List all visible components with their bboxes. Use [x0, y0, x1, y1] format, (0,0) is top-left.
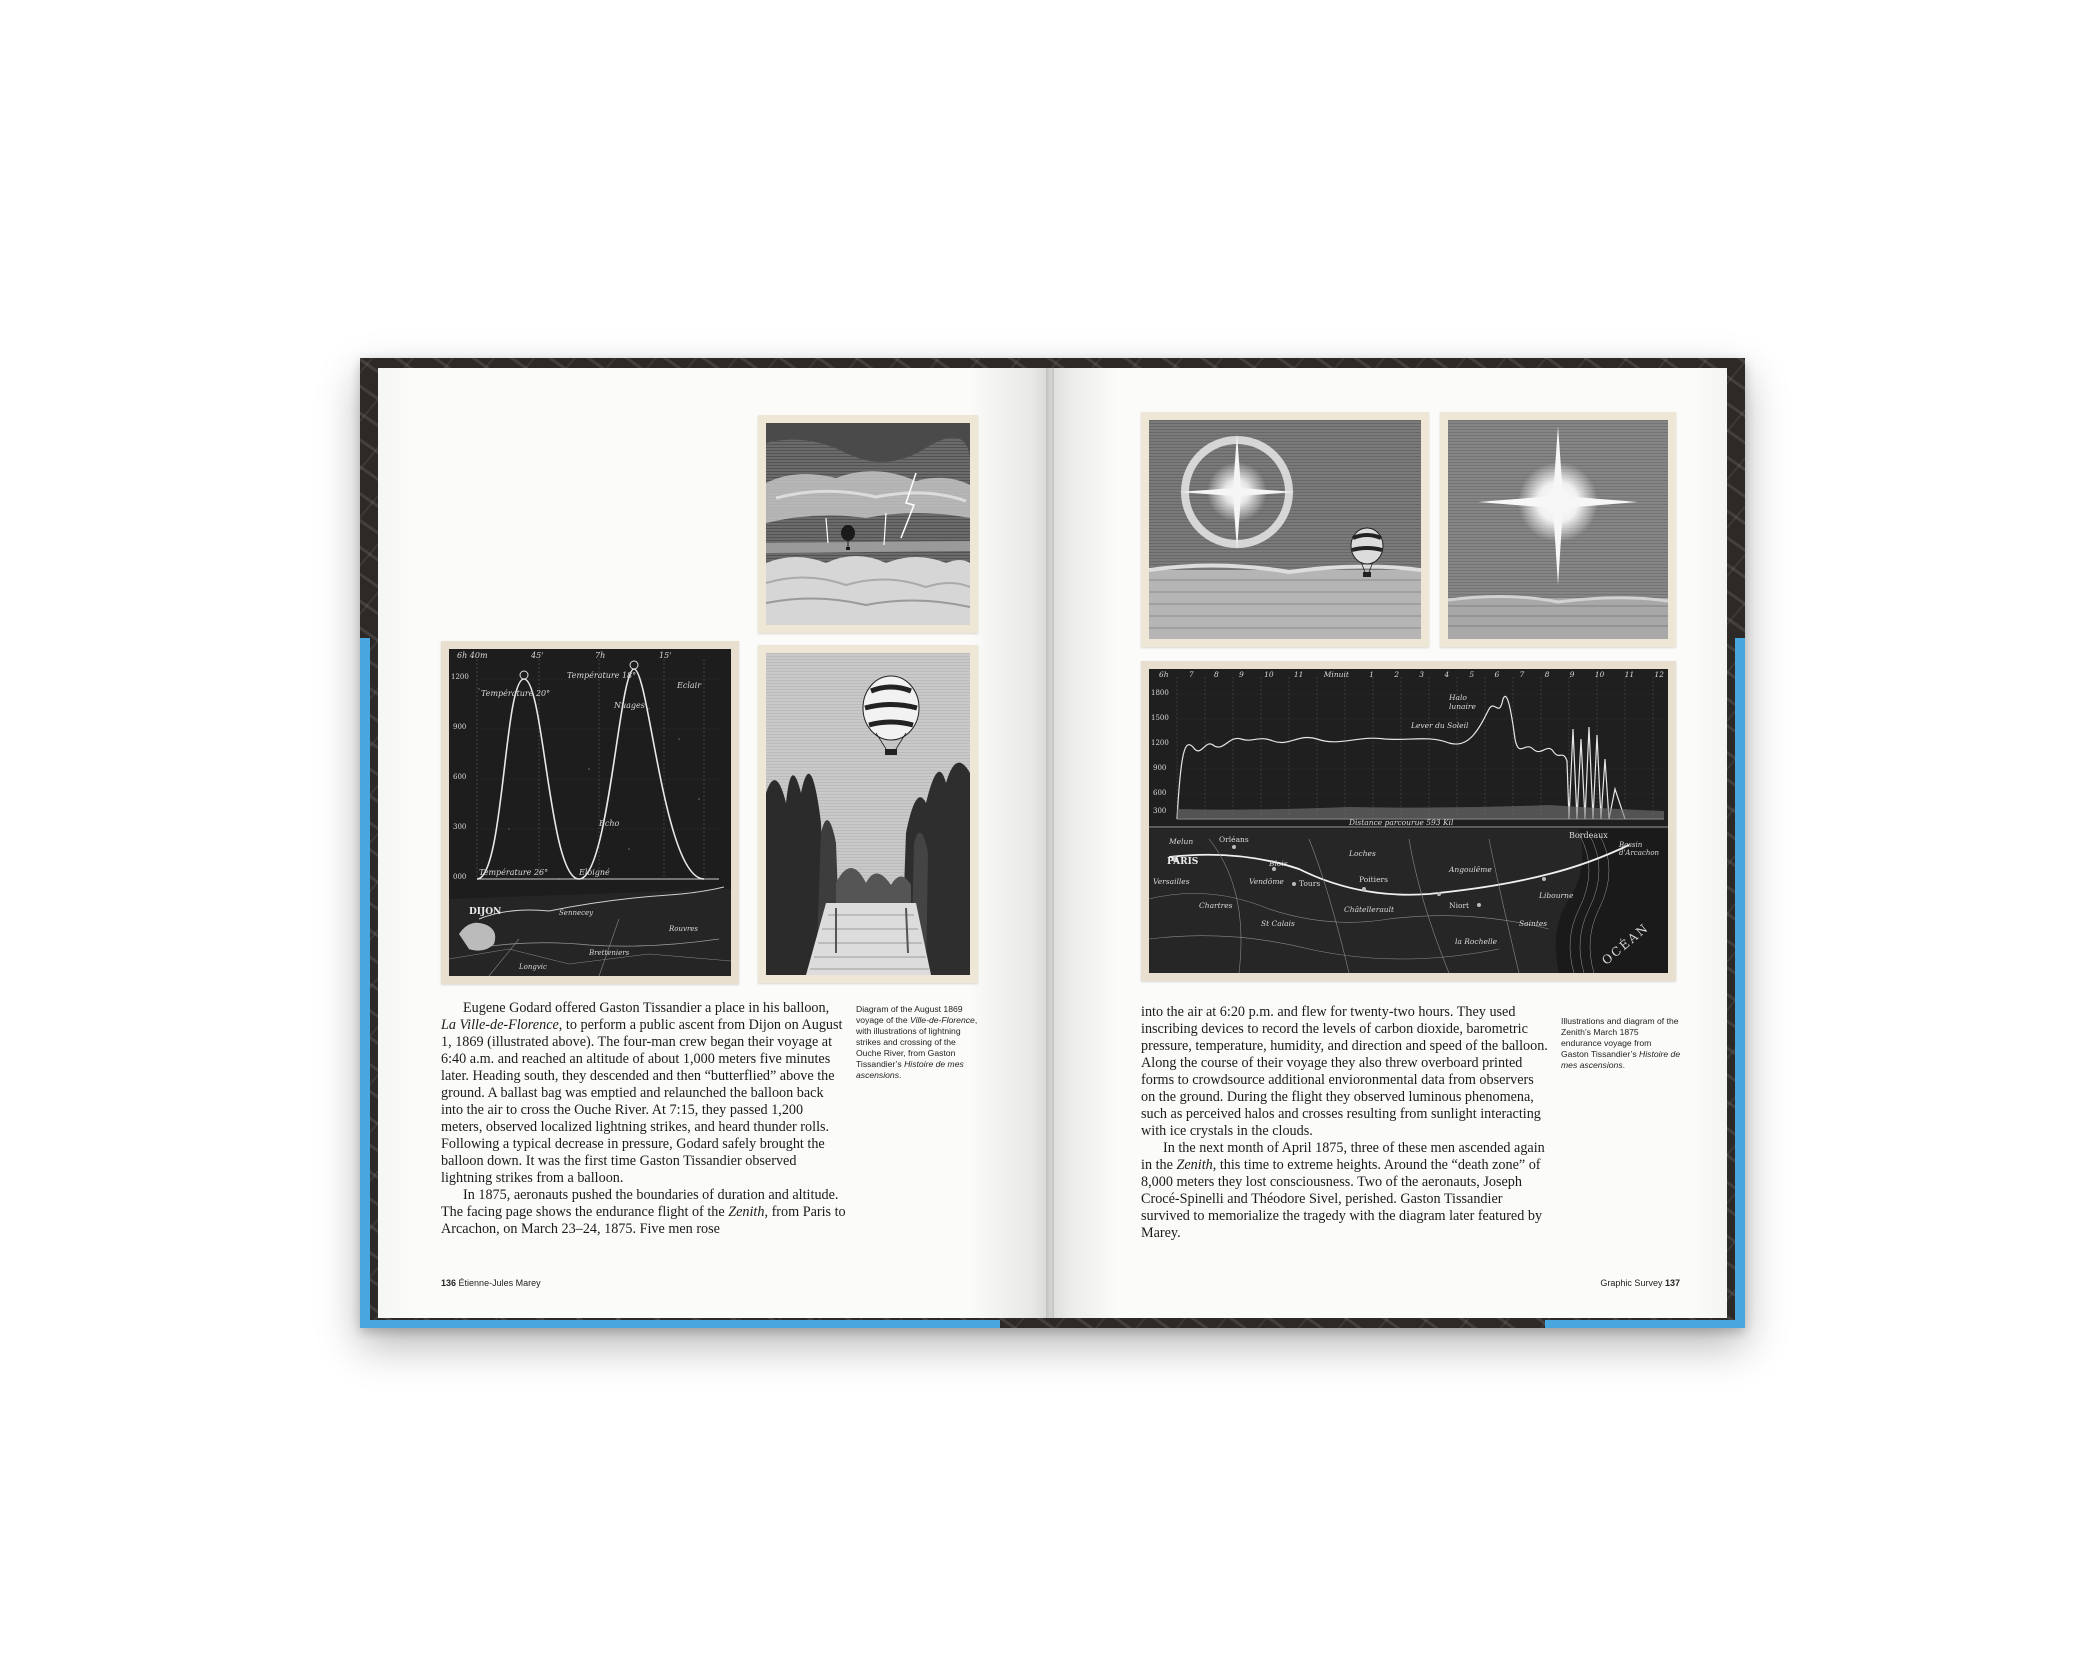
zenith-hour-axis	[1159, 670, 1664, 679]
chart-hour-label: 12	[1654, 670, 1664, 679]
italic-title: Zenith	[728, 1204, 765, 1220]
chart-altitude-label: 600	[453, 773, 467, 781]
map-label-libourne: Libourne	[1539, 891, 1574, 900]
chart-time-label: 45'	[531, 651, 544, 660]
map-label-stcalais: St Calais	[1261, 919, 1295, 928]
chart-annotation-echo: Echo	[599, 819, 620, 828]
left-folio	[441, 1278, 541, 1288]
map-label-brettenieres: Bretteniers	[589, 949, 630, 957]
chart-hour-label: 9	[1569, 670, 1575, 679]
caption-run: Illustrations and diagram of the Zenith’s March 1875 endurance voyage from Gaston Tissandier’s	[1561, 1016, 1679, 1059]
chart-altitude-label: 1500	[1151, 714, 1169, 722]
chart-hour-label: 6	[1494, 670, 1500, 679]
right-paragraph-2	[1141, 1140, 1551, 1242]
figure-balloon-river-engraving	[758, 645, 978, 983]
chart-hour-label: 3	[1419, 670, 1425, 679]
caption-italic: Histoire de mes ascensions	[856, 1059, 964, 1080]
figure-cross-engraving	[1440, 412, 1676, 647]
book-gutter	[1046, 368, 1054, 1318]
caption-run: .	[1622, 1060, 1626, 1070]
map-label-bassin: Bassin d'Arcachon	[1619, 841, 1660, 857]
right-figure-caption	[1561, 1016, 1681, 1071]
map-label-tours: Tours	[1299, 879, 1321, 888]
text-run: In 1875, aeronauts pushed the boundaries of duration and altitude. The facing page shows the endurance flight of the	[441, 1187, 839, 1220]
chart-hour-label: Minuit	[1323, 670, 1349, 679]
dijon-diagram-art	[449, 649, 731, 976]
chart-altitude-label: 600	[1153, 789, 1167, 797]
map-label-chartres: Chartres	[1199, 901, 1233, 910]
map-label-vendome: Vendôme	[1249, 877, 1284, 886]
map-label-ocean: OCÉAN	[1599, 920, 1652, 968]
chart-hour-label: 8	[1213, 670, 1219, 679]
right-paragraph-1	[1141, 1004, 1551, 1140]
cover-accent-bottom-right	[1545, 1320, 1745, 1328]
chart-hour-label: 7	[1519, 670, 1525, 679]
chart-hour-label: 10	[1594, 670, 1605, 679]
text-run: , to perform a public ascent from Dijon on August 1, 1869 (illustrated above). The four-man crew began their voyage at 6:40 a.m. and reached an altitude of about 1,000 meters five minutes later. Heading south, they descended and then “butterflied” above the ground. A ballast bag was emptied and relaunched the balloon back into the air to cross the Ouche River. At 7:15, they passed 1,200 meters, observed localized lightning strikes, and heard thunder rolls. Following a typical decrease in pressure, Godard safely brought the balloon down. It was the first time Gaston Tissandier observed lightning strikes from a balloon.	[441, 1017, 843, 1186]
chart-time-label: 15'	[659, 651, 672, 660]
zenith-diagram-art	[1149, 669, 1668, 973]
chart-annotation-lever: Lever du Soleil	[1411, 721, 1469, 730]
text-run: into the air at 6:20 p.m. and flew for twenty-two hours. They used inscribing devices to record the levels of carbon dioxide, barometric pressure, temperature, humidity, and direction and speed of the balloon. Along the course of their voyage they also threw overboard printed forms to crowdsource additional envioronmental data from observers on the ground. During the flight they observed luminous phenomena, such as perceived halos and crosses resulting from sunlight interacting with ice crystals in the clouds.	[1141, 1004, 1548, 1139]
chart-altitude-label: 900	[453, 723, 467, 731]
text-run: In the next month of April 1875, three of these men ascended again in the	[1141, 1140, 1545, 1173]
text-run: , from Paris to Arcachon, on March 23–24, 1875. Five men rose	[441, 1204, 846, 1237]
map-label-angouleme: Angoulême	[1449, 865, 1492, 874]
caption-run: .	[899, 1070, 902, 1080]
map-label-rouvres: Rouvres	[669, 925, 699, 933]
page-number: 136	[441, 1278, 457, 1288]
cover-spine-accent-left	[360, 638, 370, 1328]
map-label-blois: Blois	[1269, 859, 1288, 868]
chart-hour-label: 7	[1188, 670, 1194, 679]
map-label-longvic: Longvic	[519, 963, 547, 971]
italic-title: Zenith	[1176, 1157, 1213, 1173]
chart-hour-label: 1	[1369, 670, 1374, 679]
chart-altitude-label: 300	[1153, 807, 1167, 815]
map-label-versailles: Versailles	[1153, 877, 1190, 886]
chart-annotation-halo: Halo lunaire	[1449, 693, 1476, 711]
figure-dijon-diagram	[441, 641, 739, 984]
map-label-larochelle: la Rochelle	[1455, 937, 1498, 946]
text-run: Eugene Godard offered Gaston Tissandier a place in his balloon,	[463, 1000, 830, 1016]
chart-annotation-eclair: Eclair	[677, 681, 702, 690]
chart-hour-label: 8	[1544, 670, 1550, 679]
lightning-engraving-art	[766, 423, 970, 625]
chart-annotation-distance: Distance parcourue 593 Kil	[1349, 818, 1454, 827]
cross-engraving-art	[1448, 420, 1668, 639]
page-number: 137	[1664, 1278, 1680, 1288]
chart-altitude-label: 900	[1153, 764, 1167, 772]
chart-time-label: 6h 40m	[457, 651, 488, 660]
halo-engraving-art	[1149, 420, 1421, 639]
caption-italic: Ville-de-Florence	[910, 1015, 975, 1025]
chart-annotation-nuages: Nuages	[614, 701, 645, 710]
caption-italic: Histoire de mes ascensions	[1561, 1049, 1681, 1070]
chart-hour-label: 10	[1264, 670, 1274, 679]
caption-run: Diagram of the August 1869 voyage of the	[856, 1004, 963, 1025]
left-paragraph-1	[441, 1000, 847, 1187]
map-label-sennecey: Sennecey	[559, 909, 594, 917]
chart-hour-label: 5	[1469, 670, 1475, 679]
chart-altitude-label: 300	[453, 823, 467, 831]
text-run: , this time to extreme heights. Around the “death zone” of 8,000 meters they lost consciousness. Two of the aeronauts, Joseph Crocé-Spinelli and Théodore Sivel, perished. Gaston Tissandier survived to memorialize the tragedy with the diagram later featured by Marey.	[1141, 1157, 1543, 1241]
chart-altitude-label: 1800	[1151, 689, 1169, 697]
chart-hour-label: 4	[1444, 670, 1450, 679]
chart-hour-label: 11	[1624, 670, 1635, 679]
chart-altitude-label: 1200	[451, 673, 469, 681]
figure-halo-engraving	[1141, 412, 1429, 647]
cover-spine-accent-right	[1735, 638, 1745, 1328]
chart-altitude-label: 000	[453, 873, 467, 881]
figure-lightning-engraving	[758, 415, 978, 633]
map-label-orleans: Orléans	[1219, 835, 1249, 844]
map-label-niort: Niort	[1449, 901, 1470, 910]
chart-temperature-label: Température 18°	[567, 671, 637, 680]
chart-hour-label: 9	[1239, 670, 1244, 679]
left-figure-caption	[856, 1004, 980, 1081]
running-head: Graphic Survey	[1600, 1278, 1663, 1288]
map-label-chatellerault: Châtellerault	[1344, 905, 1395, 914]
map-label-melun: Melun	[1169, 837, 1194, 846]
map-label-dijon: DIJON	[469, 907, 502, 917]
map-label-loches: Loches	[1349, 849, 1376, 858]
left-paragraph-2	[441, 1187, 847, 1238]
chart-hour-label: 2	[1394, 670, 1400, 679]
chart-temperature-label: Température 26°	[479, 868, 549, 877]
chart-hour-label: 6h	[1159, 670, 1169, 679]
right-folio	[1560, 1278, 1680, 1288]
map-label-paris: PARIS	[1167, 857, 1199, 867]
map-label-saintes: Saintes	[1519, 919, 1548, 928]
map-label-bordeaux: Bordeaux	[1569, 831, 1608, 840]
map-label-poitiers: Poitiers	[1359, 875, 1388, 884]
running-head: Étienne-Jules Marey	[458, 1278, 541, 1288]
chart-temperature-label: Température 20°	[481, 689, 551, 698]
chart-altitude-label: 1200	[1151, 739, 1169, 747]
chart-hour-label: 11	[1293, 670, 1304, 679]
chart-annotation-eloigne: Eloigné	[579, 868, 610, 877]
right-body-text	[1141, 1004, 1551, 1242]
caption-run: , with illustrations of lightning strikes and crossing of the Ouche River, from Gaston Tissandier’s	[856, 1015, 978, 1069]
cover-accent-bottom-left	[360, 1320, 1000, 1328]
figure-zenith-diagram	[1141, 661, 1676, 981]
left-body-text	[441, 1000, 847, 1238]
chart-time-label: 7h	[595, 651, 606, 660]
balloon-river-art	[766, 653, 970, 975]
italic-title: La Ville-de-Florence	[441, 1017, 559, 1033]
